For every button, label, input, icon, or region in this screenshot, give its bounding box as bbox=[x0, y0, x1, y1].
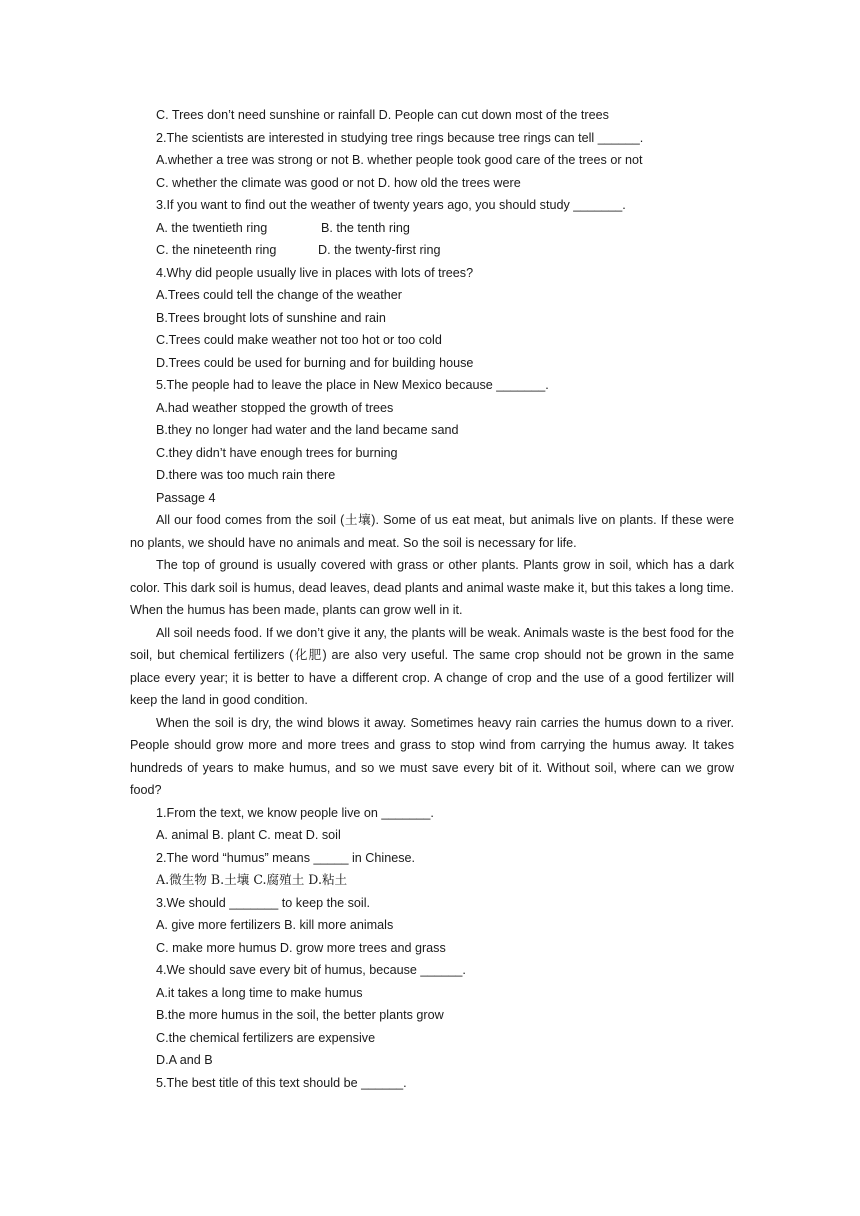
question-2: 2.The scientists are interested in studying tree rings because tree rings can tell ______. bbox=[156, 130, 644, 145]
question-5-option-b: B.they no longer had water and the land became sand bbox=[156, 423, 459, 437]
passage-4-question-2: 2.The word “humus” means _____ in Chinese. bbox=[156, 850, 416, 865]
question-4-option-b: B.Trees brought lots of sunshine and rain bbox=[156, 310, 386, 325]
question-3: 3.If you want to find out the weather of twenty years ago, you should study _______. bbox=[156, 198, 626, 212]
passage-4-question-3: 3.We should _______ to keep the soil. bbox=[156, 895, 371, 910]
question-3-options-cd bbox=[130, 239, 734, 262]
question-4-option-d: D.Trees could be used for burning and for building house bbox=[156, 355, 474, 370]
passage-paragraph-3: All soil needs food. If we don’t give it any, the plants will be weak. Animals waste is the best food for the soil, but chemical fertilizers (化肥) are also very useful. The same crop should not be grown in the same place every year; it is better to have a different crop. A change of crop and the use of a good fertilizer will keep the land in good condition. bbox=[130, 625, 734, 707]
question-3-option-d: D. the twenty-first ring bbox=[318, 243, 441, 257]
question-2-options-ab: A.whether a tree was strong or not B. whether people took good care of the trees or not bbox=[156, 153, 643, 167]
passage-paragraph-2: The top of ground is usually covered with grass or other plants. Plants grow in soil, which has a dark color. This dark soil is humus, dead leaves, dead plants and animal waste make it, but this takes a long time. When the humus has been made, plants can grow well in it. bbox=[130, 558, 734, 617]
question-5-option-d: D.there was too much rain there bbox=[156, 468, 336, 482]
passage-4-question-4: 4.We should save every bit of humus, because ______. bbox=[156, 963, 466, 977]
passage-4-question-1-options: A. animal B. plant C. meat D. soil bbox=[156, 828, 341, 842]
passage-4-question-1: 1.From the text, we know people live on _______. bbox=[156, 805, 434, 820]
passage-paragraph-1: All our food comes from the soil (土壤). Some of us eat meat, but animals live on plants. If these were no plants, we should have no animals and meat. So the soil is necessary for life. bbox=[130, 513, 734, 550]
question-3-options-ab bbox=[130, 217, 734, 240]
question-3-option-c: C. the nineteenth ring bbox=[156, 243, 277, 257]
passage-4-question-2-options: A.微生物 B.土壤 C.腐殖土 D.粘土 bbox=[156, 872, 348, 887]
passage-4-question-4-option-b: B.the more humus in the soil, the better plants grow bbox=[156, 1008, 444, 1022]
passage-4-question-3-options-ab: A. give more fertilizers B. kill more animals bbox=[156, 918, 394, 932]
passage-4-question-3-options-cd: C. make more humus D. grow more trees and grass bbox=[156, 940, 446, 955]
question-4: 4.Why did people usually live in places with lots of trees? bbox=[156, 265, 474, 280]
question-1-options-cd: C. Trees don’t need sunshine or rainfall D. People can cut down most of the trees bbox=[156, 108, 609, 122]
passage-4-question-4-option-c: C.the chemical fertilizers are expensive bbox=[156, 1030, 376, 1045]
question-3-option-a: A. the twentieth ring bbox=[156, 220, 268, 235]
question-5-option-c: C.they didn’t have enough trees for burning bbox=[156, 445, 398, 460]
passage-4-question-4-option-a: A.it takes a long time to make humus bbox=[156, 985, 363, 1000]
question-3-option-b: B. the tenth ring bbox=[321, 220, 410, 235]
question-5: 5.The people had to leave the place in New Mexico because _______. bbox=[156, 378, 549, 392]
question-4-option-c: C.Trees could make weather not too hot or too cold bbox=[156, 333, 442, 347]
document-page bbox=[130, 104, 734, 1094]
question-4-option-a: A.Trees could tell the change of the weather bbox=[156, 288, 402, 302]
passage-4-question-4-option-d: D.A and B bbox=[156, 1053, 213, 1067]
passage-paragraph-4: When the soil is dry, the wind blows it away. Sometimes heavy rain carries the humus down to a river. People should grow more and more trees and grass to stop wind from carrying the humus away. It takes hundreds of years to make humus, and so we must save every bit of it. Without soil, where can we grow food? bbox=[130, 715, 734, 797]
passage-4-heading: Passage 4 bbox=[156, 490, 216, 505]
question-5-option-a: A.had weather stopped the growth of trees bbox=[156, 400, 394, 415]
passage-4-question-5: 5.The best title of this text should be ______. bbox=[156, 1075, 407, 1090]
question-2-options-cd: C. whether the climate was good or not D. how old the trees were bbox=[156, 175, 521, 190]
